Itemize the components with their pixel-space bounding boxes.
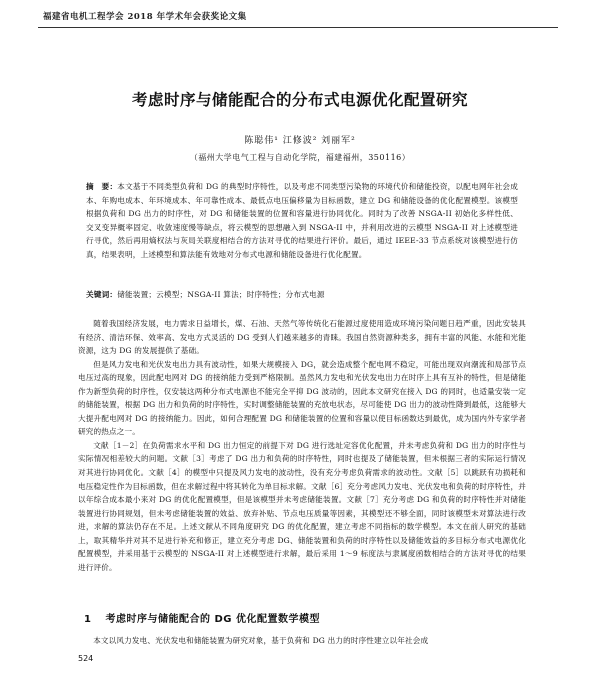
- paper-authors: 陈聪伟¹ 江修波² 刘丽军²: [244, 136, 356, 146]
- paragraph-literature: 文献［1－2］在负荷需求水平和 DG 出力恒定的前提下对 DG 进行选址定容优化配置，并未考虑负荷和 DG 出力的时序性与实际情况相差较大的问题。文献［3］考虑了 DG 出力和负荷的时序特性，同时也提及了储能装置，但未根据三者的实际运行情况对其进行协同优化。文献［4］的模型中只提及风力发电的波动性，没有充分考虑负荷需求的波动性。文献［5］以跳跃有功损耗和电压稳定性作为目标函数，但在求解过程中将其转化为单目标求解。文献［6］充分考虑风力发电、光伏发电和负荷的时序特性，并以年综合成本最小来对 DG 的优化配置模型，但是该模型并未考虑储能装置。文献［7］充分考虑 DG 和负荷的时序特性并对储能装置进行协同规划，但未考虑储能装置的效益、放弃补贴、节点电压质量等因素，其模型还不够全面，同时该模型未对算法进行改进，求解的算法仍存在不足。上述文献从不同角度研究 DG 的优化配置，建立考虑不同指标的数学模型。本文在前人研究的基础上，取其精华并对其不足进行补充和修正，建立充分考虑 DG、储能装置和负荷的时序特性以及储能效益的多目标分布式电源优化配置模型，并采用基于云模型的 NSGA-II 对上述模型进行求解，最后采用 1～9 标度法与隶属度函数相结合的方法对寻优的结果进行评价。: [78, 440, 526, 572]
- abstract-label: 摘 要：: [86, 182, 118, 191]
- page-number: 524: [78, 654, 94, 663]
- paragraph-intro: 随着我国经济发展，电力需求日益增长，煤、石油、天然气等传统化石能源过度使用造成环境污染问题日趋严重，因此安装具有经济、清洁环保、效率高、发电方式灵活的 DG 受到人们越来越多的青睐。我国自然资源种类多，拥有丰富的风能、水能和光能资源，这为 DG 的发展提供了基础。: [78, 319, 526, 356]
- paper-title: 考虑时序与储能配合的分布式电源优化配置研究: [131, 91, 468, 109]
- keywords-label: 关键词：: [86, 290, 118, 299]
- running-header: 福建省电机工程学会 2018 年学术年会获奖论文集: [43, 12, 247, 22]
- paper-affiliation: （福州大学电气工程与自动化学院，福建福州，350116）: [189, 153, 411, 162]
- section-first-line: 本文以风力发电、光伏发电和储能装置为研究对象，基于负荷和 DG 出力的时序性建立以年社会成: [93, 636, 429, 645]
- body-text: [78, 317, 526, 574]
- section-number: 1: [84, 614, 92, 625]
- paragraph-motivation: 但是风力发电和光伏发电出力具有波动性，如果大规模接入 DG，就会造成整个配电网不稳定，可能出现双向潮流和局部节点电压过高的现象，因此配电网对 DG 的接纳能力受到严格限制。虽然风力发电和光伏发电出力在时序上具有互补的特性，但是储能作为新型负荷的时序性，仅安装这两种分布式电源也不能完全平抑 DG 波动的，因此本文研究在接入 DG 的同时，也适量安装一定的储能装置，根据 DG 出力和负荷的时序特性，实时调整储能装置的充放电状态，尽可能使 DG 出力的波动性降到最低，这能够大大提升配电网对 DG 的接纳能力。因此，如何合理配置 DG 和储能装置的位置和容量以使目标函数达到最优，成为国内外专家学者研究的热点之一。: [78, 359, 526, 437]
- section-title: 考虑时序与储能配合的 DG 优化配置数学模型: [105, 614, 320, 625]
- header-divider: [38, 27, 558, 28]
- abstract: [86, 180, 518, 262]
- keywords: [86, 289, 518, 301]
- section-heading: [84, 610, 320, 625]
- keywords-text: 储能装置；云模型；NSGA-II 算法；时序特性；分布式电源: [117, 290, 325, 299]
- abstract-text: 本文基于不同类型负荷和 DG 的典型时序特性，以及考虑不同类型污染物的环境代价和储能投资，以配电网年社会成本、年购电成本、年环境成本、年可靠性成本、最低点电压偏移量为目标函数，建立 DG 和储能设备的优化配置模型。该模型根据负荷和 DG 出力的时序性，对 DG 和储能装置的位置和容量进行协同优化。同时为了改善 NSGA-II 初始化多样性低、交叉变异概率固定、收敛速度慢等缺点，将云模型的思想融入到 NSGA-II 中，并利用改进的云模型 NSGA-II 对上述模型进行寻优，然后再用熵权法与灰局关联度相结合的方法对寻优的结果进行评价。最后，通过 IEEE-33 节点系统对该模型进行仿真，结果表明，上述模型和算法能有效地对分布式电源和储能设备进行优化配置。: [86, 182, 518, 259]
